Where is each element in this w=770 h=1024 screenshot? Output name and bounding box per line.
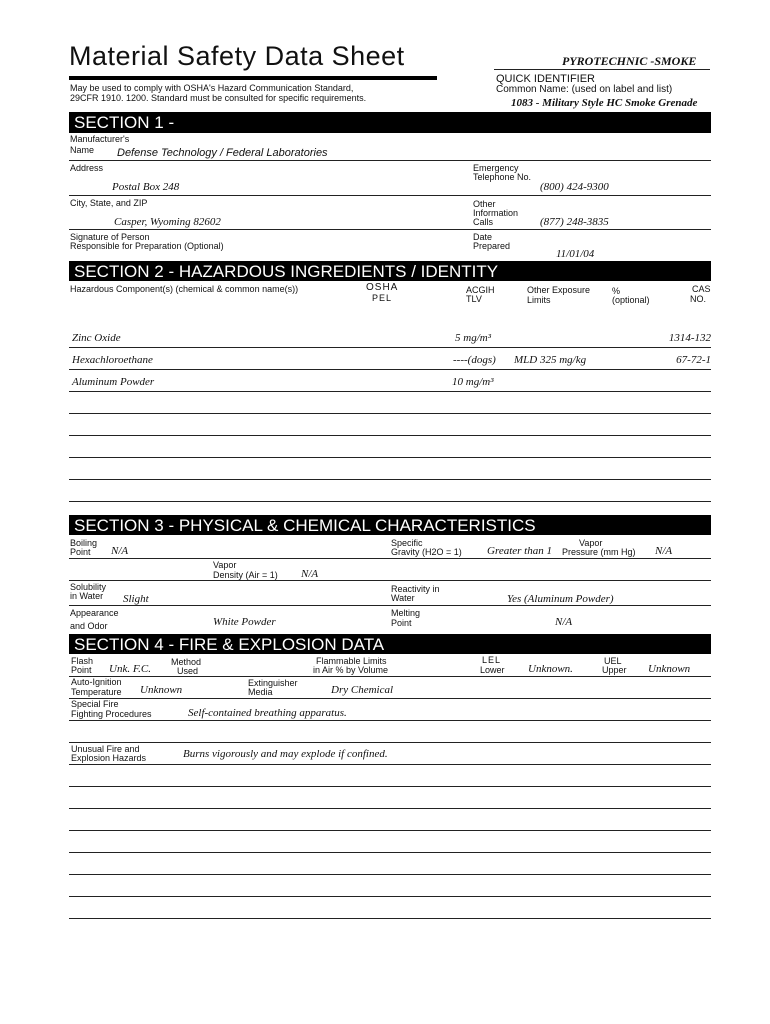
other-info-label-2: Information (473, 208, 519, 218)
appearance-label-2: and Odor (70, 621, 108, 631)
boiling-rule (69, 558, 711, 559)
unusual-rule (69, 764, 711, 765)
col-other-2: Limits (527, 295, 551, 305)
section1-heading: SECTION 1 - (69, 112, 711, 133)
common-name-value: 1083 - Military Style HC Smoke Grenade (511, 97, 698, 109)
address-value: Postal Box 248 (112, 181, 180, 193)
appearance-value: White Powder (213, 616, 276, 628)
gravity-label-2: Gravity (H2O = 1) (391, 547, 462, 557)
col-cas-1: CAS (692, 284, 711, 294)
col-pct-2: (optional) (612, 295, 650, 305)
uel-label-2: Upper (602, 665, 627, 675)
blank-rule (69, 918, 711, 919)
flash-label-2: Point (71, 665, 92, 675)
col-osha-2: PEL (372, 293, 393, 303)
blank-rule (69, 479, 711, 480)
special-rule-2 (69, 742, 711, 743)
blank-rule (69, 786, 711, 787)
col-cas-2: NO. (690, 294, 707, 304)
reactivity-value: Yes (Aluminum Powder) (507, 593, 614, 605)
vapor-pressure-label-2: Pressure (mm Hg) (562, 547, 636, 557)
gravity-value: Greater than 1 (487, 545, 552, 557)
unusual-label-2: Explosion Hazards (71, 753, 147, 763)
vapor-pressure-value: N/A (655, 545, 673, 557)
signature-label-2: Responsible for Preparation (Optional) (70, 241, 224, 251)
unusual-value: Burns vigorously and may explode if confined. (183, 748, 388, 760)
autoign-rule (69, 698, 711, 699)
gravity-label-1: Specific (391, 538, 423, 548)
flash-value: Unk. F.C. (109, 663, 151, 675)
title-rule (69, 76, 437, 80)
special-label-2: Fighting Procedures (71, 709, 152, 719)
blank-rule (69, 830, 711, 831)
solubility-value: Slight (123, 593, 149, 605)
autoign-value: Unknown (140, 684, 183, 696)
ingredient-rule (69, 347, 711, 348)
col-pct-1: % (612, 286, 621, 296)
boiling-label-2: Point (70, 547, 91, 557)
extinguisher-label-2: Media (248, 687, 273, 697)
special-label-1: Special Fire (71, 699, 119, 709)
common-name-label: Common Name: (used on label and list) (496, 84, 673, 95)
date-value: 11/01/04 (556, 248, 595, 260)
vapor-density-value: N/A (301, 568, 319, 580)
autoign-label-1: Auto-Ignition (71, 677, 122, 687)
lel-value: Unknown. (528, 663, 573, 675)
blank-rule (69, 457, 711, 458)
appearance-label-1: Appearance (70, 608, 119, 618)
extinguisher-value: Dry Chemical (331, 684, 394, 696)
other-info-label-3: Calls (473, 217, 494, 227)
blank-rule (69, 874, 711, 875)
other-info-label-1: Other (473, 199, 496, 209)
vapor-pressure-label-1: Vapor (579, 538, 603, 548)
notice-line-2: 29CFR 1910. 1200. Standard must be consulted for specific requirements. (70, 93, 367, 103)
acgih-value: ----(dogs) (453, 354, 496, 366)
special-rule (69, 720, 711, 721)
ingredient-rule (69, 369, 711, 370)
special-value: Self-contained breathing apparatus. (188, 707, 347, 719)
category-rule (494, 69, 710, 70)
flammable-label-1: Flammable Limits (316, 656, 387, 666)
emergency-value: (800) 424-9300 (540, 181, 609, 193)
component-name: Aluminum Powder (72, 376, 155, 388)
page-title: Material Safety Data Sheet (69, 41, 405, 71)
unusual-label-1: Unusual Fire and (71, 744, 140, 754)
manufacturer-rule (69, 160, 711, 161)
melting-value: N/A (555, 616, 573, 628)
manufacturer-value: Defense Technology / Federal Laboratories (117, 147, 328, 159)
lel-label-2: Lower (480, 665, 505, 675)
method-label-2: Used (177, 666, 199, 676)
col-osha-1: OSHA (366, 282, 399, 293)
uel-value: Unknown (648, 663, 691, 675)
product-category: PYROTECHNIC -SMOKE (562, 54, 697, 68)
col-other-1: Other Exposure (527, 285, 591, 295)
emergency-label-2: Telephone No. (473, 172, 532, 182)
boiling-label-1: Boiling (70, 538, 98, 548)
section2-heading: SECTION 2 - HAZARDOUS INGREDIENTS / IDENTITY (69, 261, 711, 281)
melting-label-2: Point (391, 618, 412, 628)
blank-rule (69, 413, 711, 414)
reactivity-label-2: Water (391, 593, 415, 603)
flash-rule (69, 676, 711, 677)
melting-label-1: Melting (391, 608, 421, 618)
flammable-label-2: in Air % by Volume (313, 665, 389, 675)
blank-rule (69, 808, 711, 809)
lel-label-1: LEL (482, 655, 502, 665)
vapor-density-label-2: Density (Air = 1) (213, 570, 278, 580)
ingredient-rule (69, 391, 711, 392)
autoign-label-2: Temperature (71, 687, 122, 697)
city-label: City, State, and ZIP (70, 198, 148, 208)
solubility-label-2: in Water (70, 591, 104, 601)
component-name: Zinc Oxide (72, 332, 121, 344)
cas-value: 1314-132 (668, 332, 711, 344)
manufacturer-label-1: Manufacturer's (70, 134, 130, 144)
notice-line-1: May be used to comply with OSHA's Hazard Communication Standard, (70, 83, 354, 93)
boiling-value: N/A (111, 545, 129, 557)
blank-rule (69, 852, 711, 853)
extinguisher-label-1: Extinguisher (248, 678, 298, 688)
col-acgih-1: ACGIH (466, 285, 495, 295)
solubility-label-1: Solubility (70, 582, 107, 592)
col-acgih-2: TLV (466, 294, 482, 304)
solubility-rule (69, 605, 711, 606)
city-rule (69, 229, 711, 230)
uel-label-1: UEL (604, 656, 622, 666)
city-value: Casper, Wyoming 82602 (114, 216, 221, 228)
section4-heading: SECTION 4 - FIRE & EXPLOSION DATA (69, 634, 711, 654)
blank-rule (69, 501, 711, 502)
emergency-label-1: Emergency (473, 163, 519, 173)
blank-rule (69, 896, 711, 897)
vapor-density-label-1: Vapor (213, 560, 237, 570)
acgih-value: 10 mg/m³ (452, 376, 494, 388)
address-label: Address (70, 163, 104, 173)
quick-identifier: QUICK IDENTIFIER (496, 73, 596, 85)
manufacturer-label-2: Name (70, 145, 95, 155)
cas-value: 67-72-1 (676, 354, 711, 366)
address-rule (69, 195, 711, 196)
method-label-1: Method (171, 657, 202, 667)
acgih-value: 5 mg/m³ (455, 332, 491, 344)
vapor-density-rule (69, 580, 711, 581)
reactivity-label-1: Reactivity in (391, 584, 440, 594)
date-label-2: Prepared (473, 241, 511, 251)
section3-heading: SECTION 3 - PHYSICAL & CHEMICAL CHARACTERISTICS (69, 515, 711, 535)
other-exposure-value: MLD 325 mg/kg (514, 354, 587, 366)
signature-label-1: Signature of Person (70, 232, 150, 242)
blank-rule (69, 435, 711, 436)
flash-label-1: Flash (71, 656, 94, 666)
other-info-value: (877) 248-3835 (540, 216, 609, 228)
col-component: Hazardous Component(s) (chemical & common name(s)) (70, 284, 299, 294)
date-label-1: Date (473, 232, 493, 242)
component-name: Hexachloroethane (72, 354, 153, 366)
